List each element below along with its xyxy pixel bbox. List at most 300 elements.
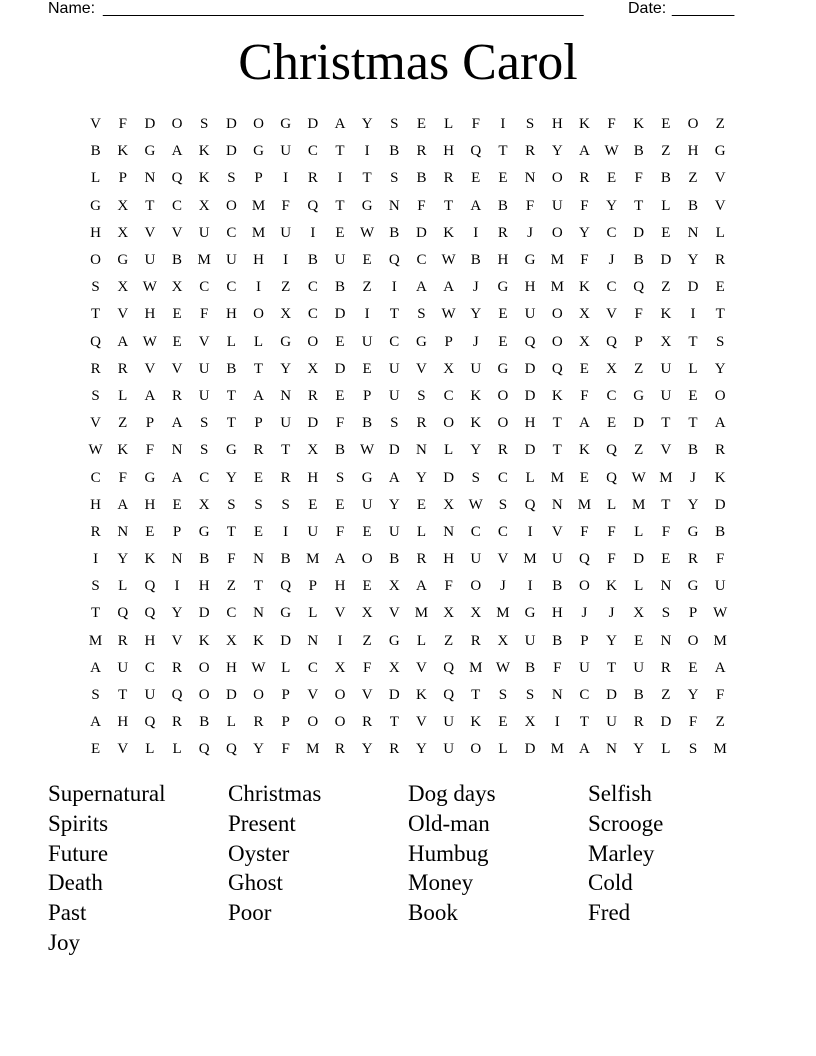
- grid-letter: K: [660, 306, 672, 323]
- grid-letter: O: [253, 116, 264, 133]
- grid-letter: B: [688, 442, 699, 459]
- grid-letter: N: [388, 197, 400, 214]
- grid-letter: G: [524, 252, 536, 269]
- grid-letter: R: [389, 741, 400, 758]
- grid-letter: K: [198, 632, 210, 649]
- grid-letter: T: [661, 496, 671, 513]
- grid-letter: W: [142, 279, 157, 296]
- grid-letter: F: [335, 415, 345, 432]
- grid-letter: H: [524, 415, 536, 432]
- grid-letter: G: [280, 333, 292, 350]
- grid-letter: W: [142, 333, 157, 350]
- grid-letter: P: [634, 333, 643, 350]
- grid-letter: M: [469, 659, 483, 676]
- grid-letter: D: [334, 306, 346, 323]
- grid-letter: M: [523, 551, 537, 568]
- grid-letter: C: [389, 333, 400, 350]
- grid-letter: O: [687, 116, 699, 133]
- grid-letter: T: [145, 197, 155, 214]
- grid-letter: Q: [443, 687, 455, 704]
- grid-letter: U: [524, 306, 536, 323]
- grid-letter: K: [470, 415, 482, 432]
- grid-letter: C: [226, 279, 237, 296]
- grid-letter: I: [527, 523, 533, 540]
- grid-letter: U: [280, 415, 292, 432]
- grid-letter: R: [443, 170, 454, 187]
- grid-letter: U: [551, 197, 563, 214]
- word-list-item: Supernatural: [48, 781, 166, 806]
- grid-letter: J: [690, 469, 696, 486]
- grid-letter: B: [552, 578, 563, 595]
- grid-letter: Y: [606, 632, 617, 649]
- grid-letter: V: [551, 523, 563, 540]
- grid-letter: O: [198, 659, 210, 676]
- grid-letter: Q: [633, 279, 645, 296]
- grid-letter: T: [389, 306, 399, 323]
- grid-letter: A: [578, 415, 590, 432]
- grid-letter: U: [470, 551, 482, 568]
- grid-letter: E: [606, 415, 617, 432]
- grid-letter: N: [660, 632, 672, 649]
- grid-letter: D: [198, 605, 210, 622]
- grid-letter: D: [307, 415, 319, 432]
- grid-letter: R: [633, 714, 644, 731]
- grid-letter: F: [688, 714, 698, 731]
- grid-letter: N: [171, 551, 183, 568]
- grid-letter: B: [525, 659, 536, 676]
- grid-letter: N: [171, 442, 183, 459]
- grid-letter: Z: [118, 415, 128, 432]
- grid-letter: R: [172, 387, 183, 404]
- grid-letter: B: [334, 442, 345, 459]
- grid-letter: O: [551, 224, 563, 241]
- grid-letter: H: [307, 469, 319, 486]
- grid-letter: O: [253, 687, 264, 704]
- grid-letter: B: [497, 197, 508, 214]
- grid-letter: E: [90, 741, 101, 758]
- grid-letter: T: [606, 659, 617, 676]
- grid-letter: L: [661, 197, 671, 214]
- grid-letter: A: [334, 551, 346, 568]
- word-list-item: Joy: [48, 929, 80, 955]
- grid-letter: I: [527, 578, 533, 595]
- grid-letter: C: [416, 252, 427, 269]
- grid-letter: M: [306, 741, 320, 758]
- grid-letter: Q: [280, 578, 292, 595]
- grid-letter: T: [226, 415, 236, 432]
- header: [48, 0, 748, 20]
- grid-letter: U: [225, 252, 237, 269]
- grid-letter: Q: [171, 170, 183, 187]
- grid-letter: Z: [634, 360, 644, 377]
- grid-letter: C: [307, 279, 318, 296]
- grid-letter: M: [496, 605, 510, 622]
- grid-letter: N: [687, 224, 699, 241]
- grid-letter: A: [117, 333, 129, 350]
- grid-letter: G: [361, 197, 373, 214]
- word-list-item: Future: [48, 840, 109, 866]
- grid-letter: R: [497, 442, 508, 459]
- grid-letter: C: [606, 224, 617, 241]
- grid-letter: L: [145, 741, 155, 758]
- grid-letter: X: [117, 224, 129, 241]
- grid-letter: Z: [281, 279, 291, 296]
- grid-letter: O: [225, 197, 237, 214]
- grid-letter: A: [714, 659, 726, 676]
- grid-letter: D: [144, 116, 156, 133]
- grid-letter: G: [198, 523, 210, 540]
- grid-letter: V: [416, 659, 427, 676]
- grid-letter: M: [88, 632, 103, 649]
- grid-letter: D: [687, 279, 699, 296]
- grid-letter: P: [444, 333, 453, 350]
- grid-letter: O: [687, 632, 699, 649]
- grid-letter: X: [497, 632, 509, 649]
- grid-letter: H: [443, 551, 455, 568]
- grid-letter: F: [580, 387, 589, 404]
- grid-letter: R: [715, 442, 726, 459]
- grid-letter: L: [688, 360, 698, 377]
- grid-letter: W: [441, 306, 456, 323]
- grid-letter: D: [280, 632, 292, 649]
- grid-letter: Q: [606, 333, 617, 350]
- grid-letter: Q: [443, 659, 455, 676]
- grid-letter: D: [633, 551, 645, 568]
- grid-letter: G: [714, 143, 726, 160]
- grid-letter: L: [90, 170, 101, 187]
- grid-letter: D: [225, 687, 237, 704]
- grid-letter: T: [226, 387, 236, 404]
- grid-letter: F: [200, 306, 209, 323]
- grid-letter: X: [117, 279, 129, 296]
- grid-letter: W: [360, 442, 375, 459]
- grid-letter: Q: [388, 252, 400, 269]
- grid-letter: M: [251, 197, 266, 214]
- grid-letter: R: [117, 360, 128, 377]
- grid-letter: F: [716, 551, 725, 568]
- grid-letter: I: [554, 714, 560, 731]
- grid-letter: N: [253, 605, 264, 622]
- grid-letter: T: [471, 687, 481, 704]
- grid-letter: U: [144, 252, 156, 269]
- grid-letter: G: [253, 143, 264, 160]
- grid-letter: X: [198, 197, 210, 214]
- grid-letter: V: [90, 415, 101, 432]
- grid-letter: X: [606, 360, 617, 377]
- grid-letter: U: [198, 360, 210, 377]
- grid-letter: B: [633, 252, 644, 269]
- grid-letter: X: [443, 605, 455, 622]
- grid-letter: K: [551, 387, 563, 404]
- grid-letter: S: [525, 116, 535, 133]
- grid-letter: F: [580, 197, 589, 214]
- grid-letter: E: [416, 496, 427, 513]
- grid-letter: B: [172, 252, 183, 269]
- grid-letter: G: [117, 252, 129, 269]
- grid-letter: T: [552, 415, 562, 432]
- word-list-item: Present: [228, 810, 296, 836]
- grid-letter: V: [198, 333, 210, 350]
- grid-letter: U: [280, 224, 292, 241]
- grid-letter: X: [633, 605, 645, 622]
- grid-letter: Z: [661, 279, 671, 296]
- grid-letter: D: [388, 442, 400, 459]
- grid-letter: V: [660, 442, 672, 459]
- grid-letter: W: [360, 224, 375, 241]
- grid-letter: Y: [225, 469, 237, 486]
- grid-row: [82, 492, 734, 519]
- grid-letter: R: [253, 442, 264, 459]
- grid-letter: H: [198, 578, 210, 595]
- grid-letter: O: [470, 578, 482, 595]
- grid-letter: S: [661, 605, 671, 622]
- grid-letter: S: [525, 687, 535, 704]
- grid-letter: E: [362, 252, 372, 269]
- grid-letter: U: [307, 523, 319, 540]
- grid-letter: E: [335, 224, 345, 241]
- grid-letter: R: [172, 714, 183, 731]
- grid-letter: W: [604, 143, 619, 160]
- grid-letter: N: [524, 170, 536, 187]
- grid-letter: S: [254, 496, 263, 513]
- grid-letter: N: [307, 632, 319, 649]
- grid-letter: X: [171, 279, 183, 296]
- grid-letter: U: [280, 143, 292, 160]
- grid-letter: F: [417, 197, 426, 214]
- grid-letter: X: [660, 333, 672, 350]
- grid-letter: C: [497, 523, 508, 540]
- grid-letter: X: [361, 605, 373, 622]
- grid-letter: C: [90, 469, 101, 486]
- grid-letter: D: [660, 252, 672, 269]
- grid-letter: X: [280, 306, 292, 323]
- grid-letter: S: [91, 687, 100, 704]
- grid-letter: R: [334, 741, 345, 758]
- grid-letter: B: [389, 224, 400, 241]
- grid-letter: D: [334, 360, 346, 377]
- grid-letter: T: [226, 523, 236, 540]
- grid-letter: E: [172, 306, 182, 323]
- grid-row: [82, 220, 734, 247]
- grid-letter: V: [416, 360, 427, 377]
- grid-letter: D: [388, 687, 400, 704]
- grid-row: [82, 464, 734, 491]
- grid-row: [82, 655, 734, 682]
- grid-letter: S: [200, 116, 209, 133]
- grid-letter: T: [634, 197, 644, 214]
- grid-letter: K: [470, 387, 482, 404]
- grid-letter: B: [552, 632, 563, 649]
- grid-letter: R: [172, 659, 183, 676]
- grid-letter: G: [280, 605, 292, 622]
- grid-letter: R: [90, 360, 101, 377]
- grid-letter: Y: [416, 469, 427, 486]
- grid-letter: E: [606, 170, 617, 187]
- grid-letter: V: [714, 170, 726, 187]
- grid-letter: Q: [117, 605, 129, 622]
- grid-letter: F: [335, 523, 345, 540]
- grid-letter: V: [388, 605, 400, 622]
- grid-letter: U: [198, 224, 210, 241]
- grid-letter: F: [607, 551, 616, 568]
- grid-letter: W: [251, 659, 266, 676]
- date-blank: _______: [672, 0, 735, 17]
- grid-letter: L: [525, 469, 535, 486]
- grid-letter: E: [172, 496, 182, 513]
- grid-letter: Y: [416, 741, 427, 758]
- grid-letter: U: [470, 360, 482, 377]
- grid-letter: E: [498, 170, 508, 187]
- grid-letter: V: [416, 714, 427, 731]
- grid-letter: Q: [470, 143, 482, 160]
- grid-letter: F: [118, 469, 127, 486]
- grid-letter: E: [308, 496, 318, 513]
- grid-letter: N: [144, 170, 156, 187]
- grid-letter: L: [606, 496, 617, 513]
- grid-letter: E: [579, 360, 589, 377]
- grid-letter: R: [416, 551, 427, 568]
- grid-letter: A: [388, 469, 400, 486]
- grid-letter: F: [580, 523, 589, 540]
- grid-letter: I: [473, 224, 479, 241]
- grid-letter: P: [118, 170, 127, 187]
- grid-letter: V: [497, 551, 509, 568]
- grid-letter: O: [171, 116, 183, 133]
- word-list-item: Cold: [588, 870, 633, 896]
- grid-letter: U: [578, 659, 590, 676]
- grid-letter: T: [335, 143, 345, 160]
- grid-letter: J: [472, 279, 479, 296]
- grid-letter: D: [524, 741, 536, 758]
- grid-letter: G: [361, 469, 373, 486]
- grid-letter: Q: [144, 578, 156, 595]
- grid-letter: S: [227, 496, 236, 513]
- grid-letter: S: [281, 496, 290, 513]
- word-list-item: Money: [408, 870, 474, 896]
- grid-letter: T: [661, 415, 671, 432]
- grid-letter: T: [118, 687, 128, 704]
- grid-letter: P: [254, 415, 263, 432]
- grid-letter: Y: [687, 252, 699, 269]
- grid-letter: A: [117, 496, 129, 513]
- grid-letter: U: [361, 333, 373, 350]
- grid-letter: H: [144, 496, 156, 513]
- grid-letter: A: [334, 116, 346, 133]
- grid-letter: U: [388, 360, 400, 377]
- grid-letter: E: [661, 116, 671, 133]
- grid-letter: P: [580, 632, 589, 649]
- grid-letter: T: [253, 360, 264, 377]
- grid-letter: D: [307, 116, 319, 133]
- grid-letter: H: [90, 224, 101, 241]
- grid-letter: O: [714, 387, 726, 404]
- grid-letter: K: [117, 442, 129, 459]
- grid-letter: I: [337, 170, 343, 187]
- grid-letter: F: [634, 306, 643, 323]
- grid-row: [82, 111, 734, 138]
- grid-letter: F: [607, 116, 616, 133]
- grid-letter: O: [578, 578, 590, 595]
- grid-letter: L: [308, 605, 318, 622]
- grid-letter: Y: [687, 687, 699, 704]
- grid-letter: W: [713, 605, 728, 622]
- grid-letter: E: [362, 578, 372, 595]
- grid-letter: I: [364, 306, 370, 323]
- grid-letter: H: [225, 659, 237, 676]
- grid-letter: B: [660, 170, 671, 187]
- grid-row: [82, 274, 734, 301]
- grid-letter: A: [443, 279, 455, 296]
- grid-letter: H: [524, 279, 536, 296]
- grid-letter: D: [225, 116, 237, 133]
- grid-letter: B: [280, 551, 291, 568]
- grid-letter: Q: [307, 197, 319, 214]
- grid-letter: G: [225, 442, 237, 459]
- grid-letter: Y: [687, 496, 699, 513]
- grid-letter: O: [253, 306, 264, 323]
- grid-letter: S: [91, 279, 100, 296]
- grid-letter: E: [688, 387, 698, 404]
- grid-letter: H: [443, 143, 455, 160]
- grid-letter: O: [307, 714, 319, 731]
- grid-letter: E: [253, 469, 264, 486]
- grid-letter: S: [390, 116, 399, 133]
- grid-letter: M: [414, 605, 429, 622]
- grid-letter: Y: [578, 224, 590, 241]
- grid-letter: Q: [144, 605, 156, 622]
- grid-letter: I: [391, 279, 397, 296]
- grid-letter: S: [716, 333, 725, 350]
- grid-letter: Z: [226, 578, 236, 595]
- grid-letter: U: [144, 687, 156, 704]
- grid-letter: F: [471, 116, 480, 133]
- grid-letter: N: [280, 387, 292, 404]
- name-label: Name:: [48, 0, 96, 17]
- grid-letter: B: [199, 551, 210, 568]
- grid-row: [82, 247, 734, 274]
- grid-letter: R: [117, 632, 128, 649]
- grid-letter: Y: [171, 605, 183, 622]
- grid-letter: Q: [198, 741, 210, 758]
- grid-letter: Z: [715, 116, 725, 133]
- grid-letter: L: [226, 714, 236, 731]
- grid-letter: L: [634, 523, 644, 540]
- grid-letter: C: [606, 387, 617, 404]
- grid-letter: K: [633, 116, 645, 133]
- grid-letter: F: [145, 442, 155, 459]
- grid-letter: Z: [688, 170, 698, 187]
- grid-letter: A: [253, 387, 264, 404]
- grid-letter: T: [389, 714, 399, 731]
- grid-letter: F: [661, 523, 671, 540]
- grid-letter: N: [253, 551, 264, 568]
- grid-letter: C: [443, 387, 454, 404]
- grid-letter: K: [470, 714, 482, 731]
- grid-letter: L: [715, 224, 725, 241]
- grid-letter: R: [416, 415, 427, 432]
- grid-letter: S: [498, 496, 508, 513]
- grid-letter: T: [498, 143, 508, 160]
- grid-letter: H: [551, 116, 563, 133]
- grid-letter: U: [660, 360, 672, 377]
- word-list-item: Spirits: [48, 810, 109, 836]
- grid-letter: B: [389, 143, 400, 160]
- grid-letter: A: [578, 741, 590, 758]
- grid-letter: R: [525, 143, 536, 160]
- grid-letter: S: [91, 578, 100, 595]
- grid-letter: R: [307, 170, 318, 187]
- grid-letter: C: [199, 469, 210, 486]
